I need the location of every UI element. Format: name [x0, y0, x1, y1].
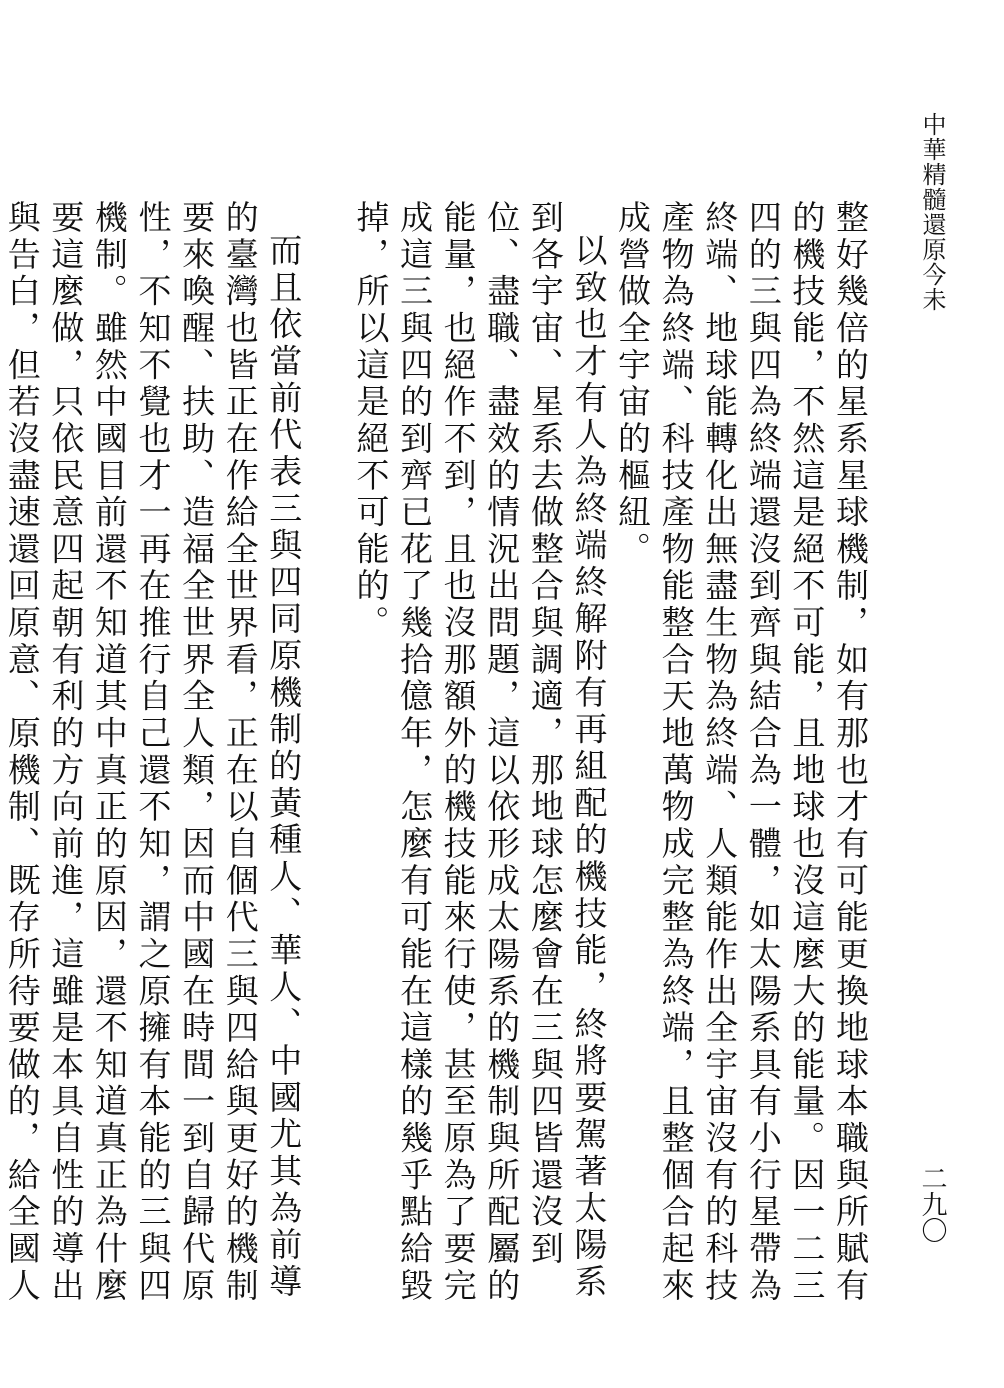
body-text [2, 200, 872, 1310]
page-number: 二九〇 [917, 1165, 947, 1243]
paragraph-3: 而且依當前代表三與四同原機制的黃種人、華人、中國尤其為前導的臺灣也皆正在作給全世界看，正在以自個代三與四給與更好的機制要來喚醒、扶助、造福全世界全人類，因而中國在時間一到自歸代原性，不知不覺也才一再在推行自己還不知，謂之原擁有本能的三與四機制。雖然中國目前還不知道其中真正的原因，還不知道真正為什麼要這麼做，只依民意四起朝有利的方向前進，這雖是本具自性的導出與告白，但若沒盡速還回原意、原機制、既存所待要做的，給全國人 [2, 200, 304, 1305]
running-header: 中華精髓還原今未 [918, 112, 946, 312]
paragraph-2: 以致也才有人為終端終解附有再組配的機技能，終將要駕著太陽系到各宇宙、星系去做整合與調適，那地球怎麼會在三與四皆還沒到位、盡職、盡效的情況出問題，這以依形成太陽系的機制與所配屬的能量，也絕作不到，且也沒那額外的機技能來行使，甚至原為了要完成這三與四的到齊已花了幾拾億年，怎麼有可能在這樣的幾乎點給毀掉，所以這是絕不可能的。 [351, 200, 609, 1305]
paragraph-1: 整好幾倍的星系星球機制，如有那也才有可能更換地球本職與所賦有的機技能，不然這是絕不可能，且地球也沒這麼大的能量。因一二三四的三與四為終端還沒到齊與結合為一體，如太陽系具有小行星帶為終端、地球能轉化出無盡生物為終端、人類能作出全宇宙沒有的科技產物為終端、科技產物能整合天地萬物成完整為終端，且整個合起來成營做全宇宙的樞紐。 [613, 200, 870, 1305]
paragraph-gap [305, 200, 349, 1310]
